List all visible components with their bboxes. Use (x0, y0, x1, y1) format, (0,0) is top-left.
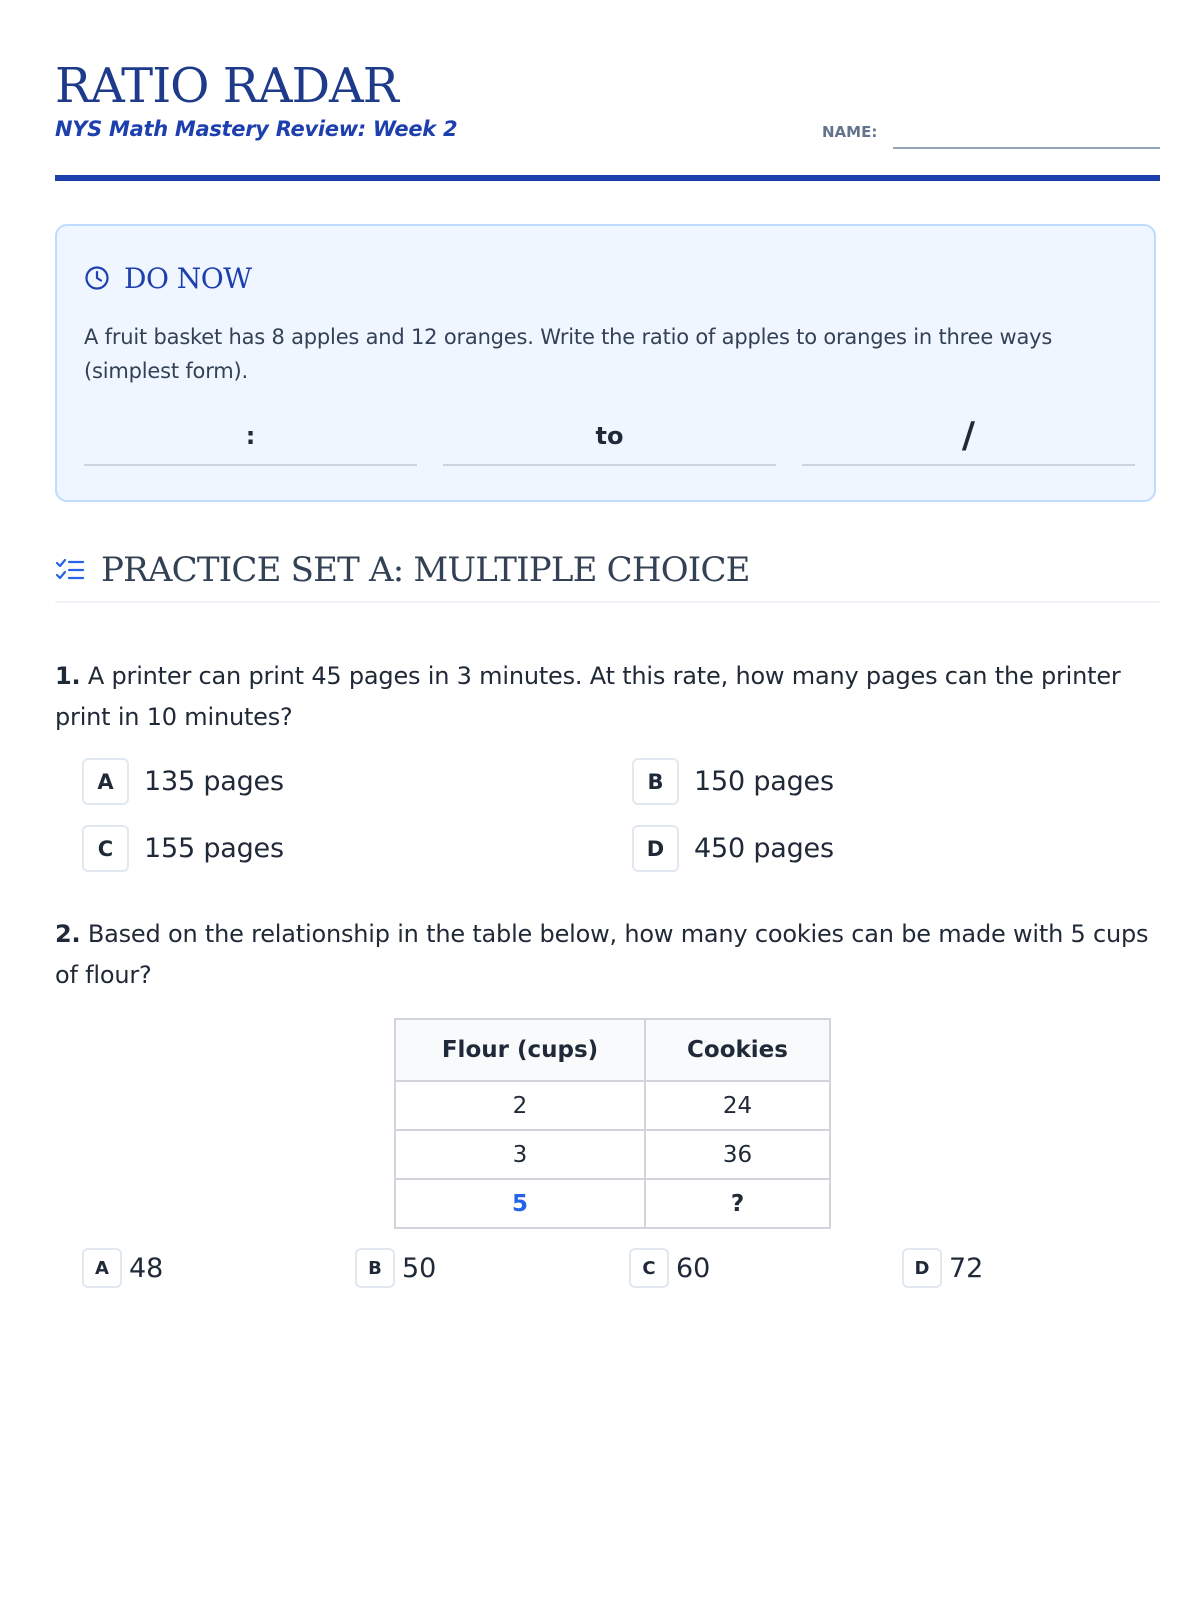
choice-letter: A (82, 758, 129, 805)
column-header: Flour (cups) (395, 1019, 645, 1081)
do-now-header (84, 260, 252, 296)
page-title: RATIO RADAR (55, 58, 398, 114)
do-now-panel (55, 224, 1156, 502)
ratio-fraction-blank[interactable]: / (802, 408, 1135, 466)
q2-choice-d[interactable] (902, 1248, 983, 1288)
table-row (395, 1179, 830, 1228)
header-divider (55, 175, 1160, 181)
q2-choice-a[interactable] (82, 1248, 163, 1288)
choice-letter: C (82, 825, 129, 872)
choice-letter: C (629, 1248, 669, 1288)
table-row (395, 1130, 830, 1179)
practice-set-title: PRACTICE SET A: MULTIPLE CHOICE (101, 550, 750, 590)
choice-text: 135 pages (144, 766, 284, 797)
ratio-to-blank[interactable]: to (443, 408, 776, 466)
practice-set-header (55, 548, 750, 592)
q2-choice-b[interactable] (355, 1248, 436, 1288)
clock-icon (84, 265, 110, 291)
table-cell-unknown: ? (645, 1179, 830, 1228)
q1-choice-d[interactable] (632, 825, 834, 872)
table-cell: 2 (395, 1081, 645, 1130)
q2-choice-c[interactable] (629, 1248, 710, 1288)
choice-letter: B (632, 758, 679, 805)
table-cell: 3 (395, 1130, 645, 1179)
question-text: Based on the relationship in the table below, how many cookies can be made with 5 cups of flour? (55, 920, 1149, 989)
question-number: 2. (55, 920, 81, 948)
name-field[interactable] (893, 147, 1160, 149)
table-cell: 24 (645, 1081, 830, 1130)
choice-text: 155 pages (144, 833, 284, 864)
q1-choice-c[interactable] (82, 825, 284, 872)
worksheet-page (55, 0, 1160, 1600)
table-header-row (395, 1019, 830, 1081)
question-2 (55, 914, 1160, 996)
choice-text: 450 pages (694, 833, 834, 864)
do-now-title: DO NOW (124, 261, 252, 295)
ratio-colon-blank[interactable]: : (84, 408, 417, 466)
choice-letter: D (902, 1248, 942, 1288)
flour-cookies-table (394, 1018, 831, 1229)
checklist-icon (55, 557, 85, 583)
choice-text: 60 (676, 1252, 711, 1284)
do-now-prompt: A fruit basket has 8 apples and 12 oranges. Write the ratio of apples to oranges in three ways (simplest form). (84, 325, 1053, 383)
section-divider (55, 601, 1160, 603)
page-subtitle: NYS Math Mastery Review: Week 2 (55, 117, 458, 141)
column-header: Cookies (645, 1019, 830, 1081)
table-cell: 36 (645, 1130, 830, 1179)
choice-text: 50 (402, 1252, 437, 1284)
choice-letter: D (632, 825, 679, 872)
choice-text: 72 (949, 1252, 984, 1284)
q1-choice-a[interactable] (82, 758, 284, 805)
choice-text: 150 pages (694, 766, 834, 797)
question-text: A printer can print 45 pages in 3 minutes. At this rate, how many pages can the printer print in 10 minutes? (55, 662, 1121, 731)
choice-letter: B (355, 1248, 395, 1288)
question-1 (55, 656, 1160, 738)
question-number: 1. (55, 662, 81, 690)
table-cell-highlight: 5 (395, 1179, 645, 1228)
choice-text: 48 (129, 1252, 164, 1284)
table-row (395, 1081, 830, 1130)
name-label: NAME: (822, 123, 878, 141)
choice-letter: A (82, 1248, 122, 1288)
q1-choice-b[interactable] (632, 758, 834, 805)
